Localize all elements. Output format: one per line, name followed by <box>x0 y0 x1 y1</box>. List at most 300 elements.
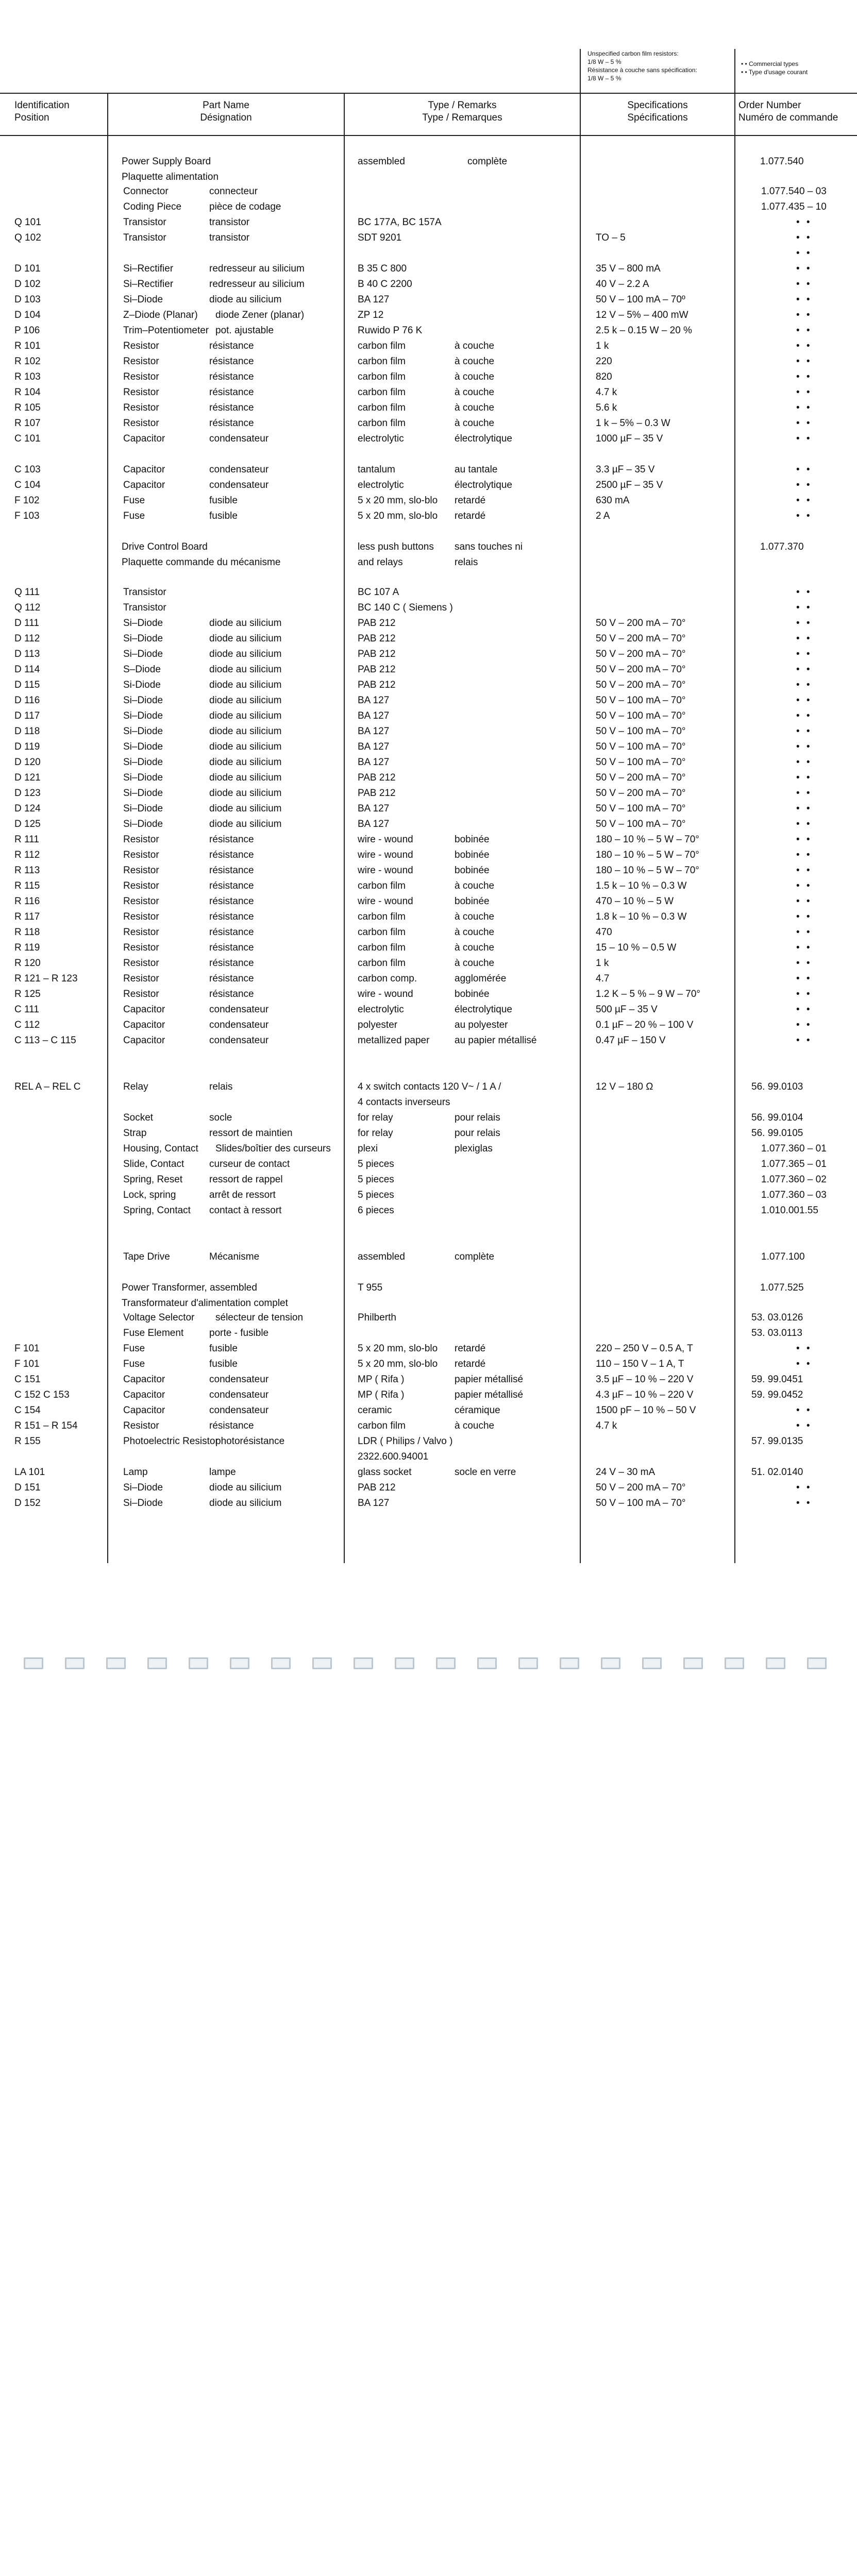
table-row <box>0 1312 857 1327</box>
spacer-row <box>0 140 857 156</box>
commercial-type-marker: • • <box>796 803 812 814</box>
type-fr-cell: à couche <box>455 927 495 938</box>
type-cell: plexi <box>358 1143 378 1154</box>
table-row <box>0 1466 857 1482</box>
part-name-en: Spring, Contact <box>123 1205 191 1216</box>
table-row <box>0 1019 857 1035</box>
position-cell: LA 101 <box>14 1467 45 1478</box>
part-name-en: Relay <box>123 1081 148 1092</box>
order-number: 1.077.370 <box>760 541 804 552</box>
position-cell: R 121 – R 123 <box>14 973 78 984</box>
table-row <box>0 232 857 247</box>
type-cell: PAB 212 <box>358 1482 396 1493</box>
commercial-type-marker: • • <box>796 973 812 984</box>
position-cell: C 152 C 153 <box>14 1389 70 1400</box>
type-cell: carbon film <box>358 387 406 398</box>
commercial-type-marker: • • <box>796 865 812 876</box>
position-cell: D 124 <box>14 803 41 814</box>
type-cell: carbon film <box>358 371 406 382</box>
type-cell: carbon film <box>358 341 406 351</box>
commercial-type-marker: • • <box>796 911 812 922</box>
commercial-type-marker: • • <box>796 433 812 444</box>
table-row <box>0 1327 857 1343</box>
part-name-en: Resistor <box>123 834 159 845</box>
table-row <box>0 1127 857 1143</box>
part-name-en: Fuse <box>123 1343 145 1354</box>
part-name-en: Capacitor <box>123 1374 165 1385</box>
part-name-fr: résistance <box>209 880 254 891</box>
part-name-fr: pièce de codage <box>209 201 281 212</box>
part-name-fr: résistance <box>209 958 254 969</box>
table-row <box>0 602 857 617</box>
order-number: 1.010.001.55 <box>761 1205 818 1216</box>
part-name-fr: photorésistance <box>215 1436 285 1447</box>
type-cell: 4 contacts inverseurs <box>358 1097 450 1108</box>
table-row <box>0 1420 857 1435</box>
part-name-en: Si–Diode <box>123 726 163 737</box>
part-name-en: Capacitor <box>123 1405 165 1416</box>
note-line: • • Commercial types <box>741 60 799 67</box>
part-name-fr: fusible <box>209 1343 238 1354</box>
part-name-en: Si–Rectifier <box>123 279 174 290</box>
order-number: 51. 02.0140 <box>751 1467 803 1478</box>
position-cell: D 116 <box>14 695 40 706</box>
type-cell: PAB 212 <box>358 664 396 675</box>
specification-cell: 4.7 <box>596 973 610 984</box>
header-top-rule <box>0 93 857 94</box>
part-name-fr: résistance <box>209 989 254 999</box>
part-name-en: Si–Diode <box>123 803 163 814</box>
part-name-en: Capacitor <box>123 433 165 444</box>
table-row <box>0 957 857 973</box>
part-name-fr: connecteur <box>209 186 258 197</box>
note-line: 1/8 W – 5 % <box>587 75 621 82</box>
table-row <box>0 185 857 201</box>
part-name-en: Resistor <box>123 911 159 922</box>
position-cell: D 121 <box>14 772 41 783</box>
part-name-en: Transistor <box>123 232 166 243</box>
table-row <box>0 1389 857 1404</box>
commercial-type-marker: • • <box>796 232 812 243</box>
binding-hole <box>601 1657 620 1669</box>
order-number: 1.077.435 – 10 <box>761 201 827 212</box>
part-name-en: Si-Diode <box>123 680 161 690</box>
specification-cell: 12 V – 180 Ω <box>596 1081 653 1092</box>
part-name-en: Socket <box>123 1112 154 1123</box>
part-name-fr: diode au silicium <box>209 1498 282 1509</box>
table-row <box>0 772 857 787</box>
specification-cell: 1000 µF – 35 V <box>596 433 663 444</box>
part-name-fr: condensateur <box>209 433 269 444</box>
binding-hole <box>354 1657 373 1669</box>
part-name-fr: transistor <box>209 217 250 228</box>
commercial-type-marker: • • <box>796 341 812 351</box>
header-line: Part Name <box>203 100 249 111</box>
table-row <box>0 1404 857 1420</box>
header-line: Type / Remarks <box>428 100 497 111</box>
commercial-type-marker: • • <box>796 310 812 320</box>
type-fr-cell: à couche <box>455 387 495 398</box>
commercial-type-marker: • • <box>796 958 812 969</box>
table-row <box>0 325 857 340</box>
part-name-en: Si–Diode <box>123 633 163 644</box>
type-fr-cell: électrolytique <box>455 480 512 490</box>
specification-cell: 50 V – 100 mA – 70° <box>596 710 686 721</box>
part-name-fr: ressort de maintien <box>209 1128 293 1139</box>
part-name-en: Resistor <box>123 341 159 351</box>
type-fr-cell: bobinée <box>455 989 490 999</box>
table-row <box>0 664 857 679</box>
header-identification <box>14 99 70 124</box>
type-fr-cell: retardé <box>455 511 486 521</box>
commercial-type-marker: • • <box>796 927 812 938</box>
type-cell: Ruwido P 76 K <box>358 325 423 336</box>
order-number: 53. 03.0126 <box>751 1312 803 1323</box>
part-name-en: Capacitor <box>123 480 165 490</box>
type-fr-cell: à couche <box>455 356 495 367</box>
table-row <box>0 849 857 865</box>
position-cell: D 117 <box>14 710 40 721</box>
type-fr-cell: électrolytique <box>455 433 512 444</box>
table-row <box>0 355 857 371</box>
part-name-fr: fusible <box>209 495 238 506</box>
commercial-type-marker: • • <box>796 710 812 721</box>
position-cell: D 114 <box>14 664 40 675</box>
part-name-fr: résistance <box>209 927 254 938</box>
type-cell: carbon film <box>358 880 406 891</box>
specification-cell: 50 V – 100 mA – 70° <box>596 819 686 829</box>
position-cell: R 102 <box>14 356 41 367</box>
part-name-en: S–Diode <box>123 664 161 675</box>
binding-hole <box>725 1657 744 1669</box>
commercial-type-marker: • • <box>796 788 812 799</box>
position-cell: D 152 <box>14 1498 41 1509</box>
commercial-type-marker: • • <box>796 896 812 907</box>
position-cell: R 112 <box>14 850 40 860</box>
specification-cell: 2.5 k – 0.15 W – 20 % <box>596 325 692 336</box>
part-name-fr: diode au silicium <box>209 680 282 690</box>
type-cell: PAB 212 <box>358 772 396 783</box>
specification-cell: 220 <box>596 356 612 367</box>
type-cell: carbon comp. <box>358 973 417 984</box>
position-cell: F 102 <box>14 495 40 506</box>
position-cell: P 106 <box>14 325 40 336</box>
commercial-type-marker: • • <box>796 511 812 521</box>
part-name-en: Capacitor <box>123 1035 165 1046</box>
specification-cell: 0.47 µF – 150 V <box>596 1035 666 1046</box>
position-cell: F 101 <box>14 1343 40 1354</box>
position-cell: R 105 <box>14 402 41 413</box>
part-name-en: Si–Diode <box>123 757 163 768</box>
type-fr-cell: socle en verre <box>455 1467 516 1478</box>
order-number: 57. 99.0135 <box>751 1436 803 1447</box>
commercial-type-marker: • • <box>796 480 812 490</box>
table-row <box>0 402 857 417</box>
part-name-en: Si–Rectifier <box>123 263 174 274</box>
specification-cell: 2500 µF – 35 V <box>596 480 663 490</box>
part-name-fr: condensateur <box>209 1020 269 1030</box>
part-name-fr: condensateur <box>209 480 269 490</box>
header-line: Spécifications <box>627 112 688 123</box>
part-name-fr: résistance <box>209 402 254 413</box>
table-row <box>0 911 857 926</box>
table-row <box>0 1096 857 1112</box>
specification-cell: 0.1 µF – 20 % – 100 V <box>596 1020 694 1030</box>
type-cell: MP ( Rifa ) <box>358 1389 405 1400</box>
part-name-en: Resistor <box>123 927 159 938</box>
table-row <box>0 973 857 988</box>
table-row <box>0 803 857 818</box>
section-title-fr: Plaquette commande du mécanisme <box>122 557 281 568</box>
commercial-type-marker: • • <box>796 772 812 783</box>
part-name-fr: diode au silicium <box>209 726 282 737</box>
type-cell: 5 x 20 mm, slo-blo <box>358 1359 438 1369</box>
part-name-fr: résistance <box>209 1420 254 1431</box>
order-number: 1.077.540 – 03 <box>761 186 827 197</box>
position-cell: C 103 <box>14 464 41 475</box>
table-row <box>0 1189 857 1205</box>
table-row <box>0 710 857 725</box>
header-line: Identification <box>14 100 70 111</box>
type-cell: wire - wound <box>358 896 413 907</box>
specification-cell: 50 V – 200 mA – 70° <box>596 649 686 659</box>
commercial-type-marker: • • <box>796 726 812 737</box>
part-name-en: Fuse <box>123 1359 145 1369</box>
binding-hole <box>683 1657 703 1669</box>
specification-cell: 50 V – 100 mA – 70° <box>596 757 686 768</box>
section-type: and relays <box>358 557 403 568</box>
position-cell: R 111 <box>14 834 39 845</box>
table-row <box>0 1497 857 1513</box>
table-row <box>0 617 857 633</box>
order-number: 1.077.540 <box>760 156 804 167</box>
table-row <box>0 679 857 694</box>
table-row <box>0 216 857 232</box>
type-fr-cell: à couche <box>455 371 495 382</box>
table-row <box>0 201 857 216</box>
binding-hole <box>436 1657 456 1669</box>
type-cell: 5 x 20 mm, slo-blo <box>358 1343 438 1354</box>
position-cell: F 101 <box>14 1359 40 1369</box>
commercial-type-marker: • • <box>796 633 812 644</box>
part-name-en: Si–Diode <box>123 695 163 706</box>
section-type-fr: relais <box>455 557 478 568</box>
part-name-en: Resistor <box>123 850 159 860</box>
type-cell: PAB 212 <box>358 618 396 629</box>
commercial-type-marker: • • <box>796 1035 812 1046</box>
specification-cell: 4.7 k <box>596 387 617 398</box>
part-name-fr: fusible <box>209 511 238 521</box>
specification-cell: 820 <box>596 371 612 382</box>
position-cell: C 101 <box>14 433 41 444</box>
position-cell: R 116 <box>14 896 40 907</box>
position-cell: R 103 <box>14 371 41 382</box>
commercial-type-marker: • • <box>796 695 812 706</box>
part-name-fr: arrêt de ressort <box>209 1190 276 1200</box>
table-row <box>0 1358 857 1374</box>
specification-cell: 1.2 K – 5 % – 9 W – 70° <box>596 989 700 999</box>
unspecified-resistor-note <box>587 49 732 82</box>
part-name-fr: résistance <box>209 942 254 953</box>
part-name-fr: curseur de contact <box>209 1159 290 1170</box>
part-name-fr: condensateur <box>209 1405 269 1416</box>
part-name-en: Si–Diode <box>123 788 163 799</box>
specification-cell: 50 V – 100 mA – 70° <box>596 695 686 706</box>
section-title-fr: Transformateur d'alimentation complet <box>122 1298 288 1309</box>
part-name-en: Si–Diode <box>123 294 163 305</box>
specification-cell: TO – 5 <box>596 232 626 243</box>
position-cell: D 103 <box>14 294 41 305</box>
specification-cell: 15 – 10 % – 0.5 W <box>596 942 677 953</box>
table-row <box>0 1174 857 1189</box>
type-cell: BA 127 <box>358 741 390 752</box>
specification-cell: 470 <box>596 927 612 938</box>
order-number: 1.077.525 <box>760 1282 804 1293</box>
position-cell: R 119 <box>14 942 40 953</box>
position-cell: R 151 – R 154 <box>14 1420 78 1431</box>
table-row <box>0 479 857 495</box>
binding-hole <box>271 1657 291 1669</box>
spacer-row <box>0 1065 857 1081</box>
part-name-en: Si–Diode <box>123 772 163 783</box>
order-number: 59. 99.0452 <box>751 1389 803 1400</box>
section-type-fr: sans touches ni <box>455 541 523 552</box>
part-name-fr: résistance <box>209 341 254 351</box>
specification-cell: 12 V – 5% – 400 mW <box>596 310 688 320</box>
part-name-en: Resistor <box>123 865 159 876</box>
type-fr-cell: retardé <box>455 1343 486 1354</box>
type-cell: 5 pieces <box>358 1174 394 1185</box>
table-row <box>0 1143 857 1158</box>
type-cell: ZP 12 <box>358 310 384 320</box>
table-row <box>0 880 857 895</box>
part-name-fr: résistance <box>209 865 254 876</box>
type-cell: wire - wound <box>358 850 413 860</box>
position-cell: D 151 <box>14 1482 41 1493</box>
commercial-type-marker: • • <box>796 418 812 429</box>
part-name-en: Fuse <box>123 511 145 521</box>
specification-cell: 220 – 250 V – 0.5 A, T <box>596 1343 693 1354</box>
type-cell: wire - wound <box>358 834 413 845</box>
position-cell: R 118 <box>14 927 40 938</box>
binding-hole <box>807 1657 827 1669</box>
type-cell: PAB 212 <box>358 680 396 690</box>
position-cell: R 115 <box>14 880 40 891</box>
type-cell: 5 x 20 mm, slo-blo <box>358 511 438 521</box>
specification-cell: 3.5 µF – 10 % – 220 V <box>596 1374 694 1385</box>
part-name-fr: résistance <box>209 896 254 907</box>
type-cell: BA 127 <box>358 1498 390 1509</box>
position-cell: R 101 <box>14 341 41 351</box>
part-name-fr: résistance <box>209 418 254 429</box>
part-name-fr: pot. ajustable <box>215 325 274 336</box>
type-cell: B 40 C 2200 <box>358 279 412 290</box>
commercial-type-marker: • • <box>796 1498 812 1509</box>
part-name-en: Si–Diode <box>123 741 163 752</box>
order-number: 1.077.100 <box>761 1251 805 1262</box>
part-name-en: Si–Diode <box>123 1482 163 1493</box>
part-name-en: Lock, spring <box>123 1190 176 1200</box>
commercial-type-marker: • • <box>796 1343 812 1354</box>
specification-cell: 50 V – 100 mA – 70° <box>596 803 686 814</box>
type-cell: tantalum <box>358 464 395 475</box>
table-row <box>0 787 857 803</box>
page-footer <box>0 1642 857 1682</box>
specification-cell: 50 V – 100 mA – 70° <box>596 726 686 737</box>
commercial-type-marker: • • <box>796 587 812 598</box>
commercial-type-marker: • • <box>796 387 812 398</box>
type-fr-cell: à couche <box>455 911 495 922</box>
commercial-type-marker: • • <box>796 680 812 690</box>
specification-cell: 1 k <box>596 958 609 969</box>
spacer-row <box>0 448 857 464</box>
part-name-en: Fuse <box>123 495 145 506</box>
order-number: 1.077.360 – 01 <box>761 1143 827 1154</box>
type-cell: for relay <box>358 1112 393 1123</box>
section-type: T 955 <box>358 1282 383 1293</box>
commercial-type-marker: • • <box>796 819 812 829</box>
section-title: Power Transformer, assembled <box>122 1282 257 1293</box>
type-fr-cell: retardé <box>455 1359 486 1369</box>
type-fr-cell: agglomérée <box>455 973 507 984</box>
order-number: 1.077.360 – 03 <box>761 1190 827 1200</box>
table-row <box>0 464 857 479</box>
type-cell: PAB 212 <box>358 649 396 659</box>
position-cell: Q 111 <box>14 587 40 598</box>
type-fr-cell: plexiglas <box>455 1143 493 1154</box>
type-cell: carbon film <box>358 1420 406 1431</box>
specification-cell: 180 – 10 % – 5 W – 70° <box>596 850 699 860</box>
type-cell: 5 x 20 mm, slo-blo <box>358 495 438 506</box>
type-fr-cell: complète <box>455 1251 495 1262</box>
type-cell: Philberth <box>358 1312 396 1323</box>
type-cell: BC 177A, BC 157A <box>358 217 442 228</box>
binding-hole <box>560 1657 579 1669</box>
position-cell: D 120 <box>14 757 41 768</box>
part-name-fr: fusible <box>209 1359 238 1369</box>
part-name-en: Si–Diode <box>123 618 163 629</box>
spacer-row <box>0 1235 857 1251</box>
part-name-en: Trim–Potentiometer <box>123 325 209 336</box>
header-part-name <box>108 99 344 124</box>
specification-cell: 4.3 µF – 10 % – 220 V <box>596 1389 694 1400</box>
type-cell: SDT 9201 <box>358 232 402 243</box>
position-cell: D 118 <box>14 726 40 737</box>
type-cell: BA 127 <box>358 803 390 814</box>
table-row <box>0 586 857 602</box>
table-row <box>0 510 857 526</box>
commercial-type-marker: • • <box>796 1482 812 1493</box>
position-cell: R 125 <box>14 989 41 999</box>
header-line: Désignation <box>200 112 252 123</box>
section-title-fr: Plaquette alimentation <box>122 172 219 182</box>
type-cell: wire - wound <box>358 989 413 999</box>
part-name-fr: diode au silicium <box>209 710 282 721</box>
commercial-type-marker: • • <box>796 217 812 228</box>
type-fr-cell: à couche <box>455 942 495 953</box>
commercial-type-marker: • • <box>796 1420 812 1431</box>
position-cell: R 113 <box>14 865 40 876</box>
binding-hole <box>230 1657 249 1669</box>
header-line: Order Number <box>738 100 801 111</box>
commercial-type-marker: • • <box>796 602 812 613</box>
part-name-en: Resistor <box>123 973 159 984</box>
part-name-fr: résistance <box>209 356 254 367</box>
position-cell: D 115 <box>14 680 40 690</box>
position-cell: D 112 <box>14 633 40 644</box>
position-cell: F 103 <box>14 511 40 521</box>
part-name-fr: condensateur <box>209 1035 269 1046</box>
